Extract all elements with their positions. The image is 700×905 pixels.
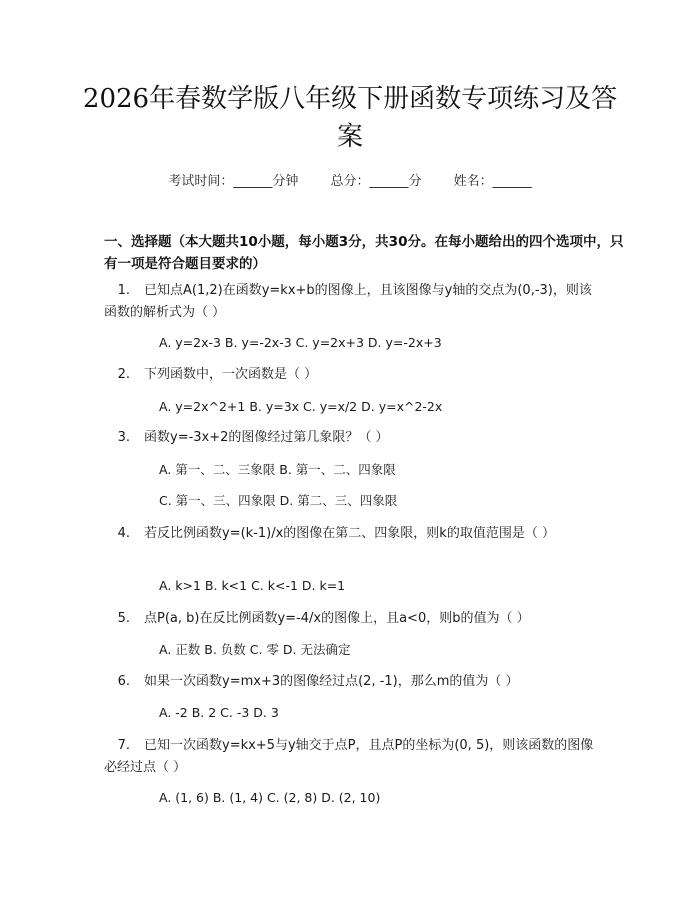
section-heading: 一、选择题（本大题共10小题，每小题3分，共30分。在每小题给出的四个选项中，只有一项是符合题目要求的） — [104, 234, 624, 272]
total-score-label: 总分：______分 — [330, 174, 422, 189]
exam-time-label: 考试时间：______分钟 — [168, 174, 299, 189]
question-text: 函数y=-3x+2的图像经过第几象限？（ ） — [144, 430, 389, 445]
page-title: 2026年春数学版八年级下册函数专项练习及答案 — [82, 84, 618, 152]
question-text: 已知一次函数y=kx+5与y轴交于点P，且点P的坐标为(0, 5)，则该函数的图像必经过点（ ） — [104, 738, 594, 775]
question-3 — [104, 427, 604, 449]
question-text: 如果一次函数y=mx+3的图像经过点(2, -1)，那么m的值为（ ） — [144, 674, 519, 689]
question-number: 4. — [117, 526, 130, 541]
question-6-options: A. -2 B. 2 C. -3 D. 3 — [159, 705, 279, 720]
question-5 — [104, 608, 604, 630]
question-4 — [104, 523, 604, 545]
question-4-options: A. k>1 B. k<1 C. k<-1 D. k=1 — [159, 578, 346, 593]
question-text: 若反比例函数y=(k-1)/x的图像在第二、四象限，则k的取值范围是（ ） — [144, 526, 555, 541]
question-text: 下列函数中，一次函数是（ ） — [144, 367, 318, 382]
question-1 — [104, 280, 604, 324]
question-5-options: A. 正数 B. 负数 C. 零 D. 无法确定 — [159, 642, 351, 657]
question-number: 1. — [117, 283, 130, 298]
question-3-options-line-1: A. 第一、二、三象限 B. 第一、二、四象限 — [159, 462, 396, 477]
question-number: 7. — [117, 738, 130, 753]
exam-meta — [0, 170, 700, 189]
question-6 — [104, 671, 604, 693]
question-number: 2. — [117, 367, 130, 382]
question-text: 已知点A(1,2)在函数y=kx+b的图像上，且该图像与y轴的交点为(0,-3)，则该函数的解析式为（ ） — [104, 283, 592, 320]
question-3-options-line-2: C. 第一、三、四象限 D. 第二、三、四象限 — [159, 493, 398, 508]
question-number: 6. — [117, 674, 130, 689]
student-name-label: 姓名：______ — [453, 174, 532, 189]
question-7-options: A. (1, 6) B. (1, 4) C. (2, 8) D. (2, 10) — [159, 790, 381, 805]
question-1-options: A. y=2x-3 B. y=-2x-3 C. y=2x+3 D. y=-2x+3 — [159, 335, 442, 350]
question-2 — [104, 364, 604, 386]
question-text: 点P(a, b)在反比例函数y=-4/x的图像上，且a<0，则b的值为（ ） — [144, 611, 530, 626]
question-2-options: A. y=2x^2+1 B. y=3x C. y=x/2 D. y=x^2-2x — [159, 399, 443, 414]
question-number: 3. — [117, 430, 130, 445]
question-7 — [104, 735, 604, 779]
question-number: 5. — [117, 611, 130, 626]
